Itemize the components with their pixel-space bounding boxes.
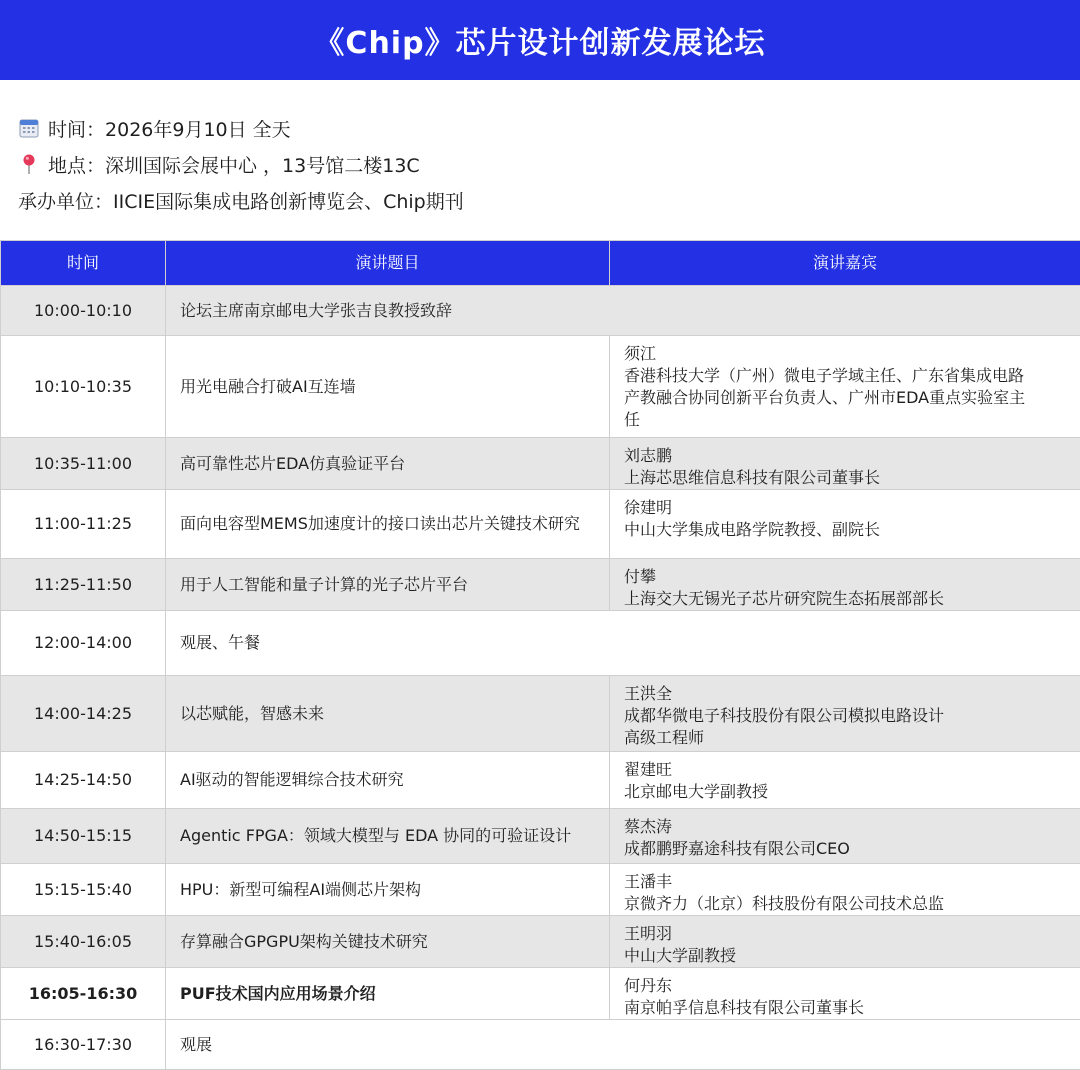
speaker-cell [610, 809, 1080, 864]
speaker-cell [610, 438, 1080, 490]
table-row [1, 559, 1080, 611]
time-cell: 14:00-14:25 [1, 676, 166, 752]
time-cell: 15:15-15:40 [1, 864, 166, 916]
time-cell: 10:00-10:10 [1, 286, 166, 336]
speaker-cell [610, 490, 1080, 559]
topic-cell: 用于人工智能和量子计算的光子芯片平台 [166, 559, 610, 611]
speaker-name: 王潘丰 [624, 871, 1068, 893]
table-row [1, 864, 1080, 916]
topic-cell: Agentic FPGA：领域大模型与 EDA 协同的可验证设计 [166, 809, 610, 864]
table-row [1, 752, 1080, 809]
time-cell: 16:05-16:30 [1, 968, 166, 1020]
speaker-cell [610, 752, 1080, 809]
speaker-title: 产教融合协同创新平台负责人、广州市EDA重点实验室主 [624, 387, 1068, 409]
time-cell: 10:10-10:35 [1, 336, 166, 438]
speaker-name: 徐建明 [624, 497, 1068, 519]
table-row [1, 1020, 1080, 1070]
time-cell: 10:35-11:00 [1, 438, 166, 490]
topic-cell: 论坛主席南京邮电大学张吉良教授致辞 [166, 286, 1080, 336]
header-topic: 演讲题目 [166, 241, 610, 286]
speaker-title: 香港科技大学（广州）微电子学域主任、广东省集成电路 [624, 365, 1068, 387]
topic-cell: 观展、午餐 [166, 611, 1080, 676]
speaker-cell [610, 968, 1080, 1020]
topic-cell: 存算融合GPGPU架构关键技术研究 [166, 916, 610, 968]
time-value: 2026年9月10日 全天 [105, 115, 291, 142]
time-cell: 14:25-14:50 [1, 752, 166, 809]
topic-cell: 面向电容型MEMS加速度计的接口读出芯片关键技术研究 [166, 490, 610, 559]
location-row [18, 146, 1080, 182]
speaker-title: 高级工程师 [624, 727, 1068, 749]
time-cell: 11:00-11:25 [1, 490, 166, 559]
page-title: 《Chip》芯片设计创新发展论坛 [0, 0, 1080, 80]
event-info [0, 80, 1080, 210]
table-row [1, 438, 1080, 490]
schedule-table [0, 240, 1080, 1070]
time-cell: 12:00-14:00 [1, 611, 166, 676]
speaker-title: 任 [624, 409, 1068, 431]
speaker-cell [610, 559, 1080, 611]
table-row [1, 676, 1080, 752]
speaker-name: 刘志鹏 [624, 445, 1068, 467]
organizer-value: IICIE国际集成电路创新博览会、Chip期刊 [113, 187, 464, 214]
topic-cell: 用光电融合打破AI互连墙 [166, 336, 610, 438]
table-row [1, 490, 1080, 559]
topic-cell: PUF技术国内应用场景介绍 [166, 968, 610, 1020]
table-header-row [1, 241, 1080, 286]
speaker-cell [610, 864, 1080, 916]
speaker-name: 蔡杰涛 [624, 816, 1068, 838]
time-cell: 15:40-16:05 [1, 916, 166, 968]
speaker-title: 中山大学副教授 [624, 945, 1068, 967]
time-row [18, 110, 1080, 146]
topic-cell: 高可靠性芯片EDA仿真验证平台 [166, 438, 610, 490]
topic-cell: HPU：新型可编程AI端侧芯片架构 [166, 864, 610, 916]
time-label: 时间： [48, 115, 105, 142]
header-time: 时间 [1, 241, 166, 286]
time-cell: 11:25-11:50 [1, 559, 166, 611]
speaker-cell [610, 336, 1080, 438]
location-value: 深圳国际会展中心 ，13号馆二楼13C [105, 151, 420, 178]
speaker-cell [610, 676, 1080, 752]
speaker-name: 须江 [624, 343, 1068, 365]
location-label: 地点： [48, 151, 105, 178]
speaker-name: 付攀 [624, 566, 1068, 588]
table-row [1, 809, 1080, 864]
topic-cell: 以芯赋能，智感未来 [166, 676, 610, 752]
pin-icon [18, 153, 40, 175]
topic-cell: 观展 [166, 1020, 1080, 1070]
speaker-name: 翟建旺 [624, 759, 1068, 781]
table-row [1, 336, 1080, 438]
speaker-title: 南京帕孚信息科技有限公司董事长 [624, 997, 1068, 1019]
topic-cell: AI驱动的智能逻辑综合技术研究 [166, 752, 610, 809]
speaker-title: 上海芯思维信息科技有限公司董事长 [624, 467, 1068, 489]
organizer-label: 承办单位： [18, 187, 113, 214]
speaker-cell [610, 916, 1080, 968]
calendar-icon [18, 117, 40, 139]
speaker-title: 成都鹏野嘉途科技有限公司CEO [624, 838, 1068, 860]
organizer-row [18, 182, 1080, 218]
header-speaker: 演讲嘉宾 [610, 241, 1080, 286]
speaker-name: 何丹东 [624, 975, 1068, 997]
speaker-name: 王明羽 [624, 923, 1068, 945]
time-cell: 16:30-17:30 [1, 1020, 166, 1070]
table-row [1, 286, 1080, 336]
speaker-title: 上海交大无锡光子芯片研究院生态拓展部部长 [624, 588, 1068, 610]
speaker-title: 中山大学集成电路学院教授、副院长 [624, 519, 1068, 541]
speaker-title: 京微齐力（北京）科技股份有限公司技术总监 [624, 893, 1068, 915]
speaker-title: 北京邮电大学副教授 [624, 781, 1068, 803]
table-row [1, 916, 1080, 968]
table-row [1, 611, 1080, 676]
table-row [1, 968, 1080, 1020]
speaker-name: 王洪全 [624, 683, 1068, 705]
time-cell: 14:50-15:15 [1, 809, 166, 864]
speaker-title: 成都华微电子科技股份有限公司模拟电路设计 [624, 705, 1068, 727]
